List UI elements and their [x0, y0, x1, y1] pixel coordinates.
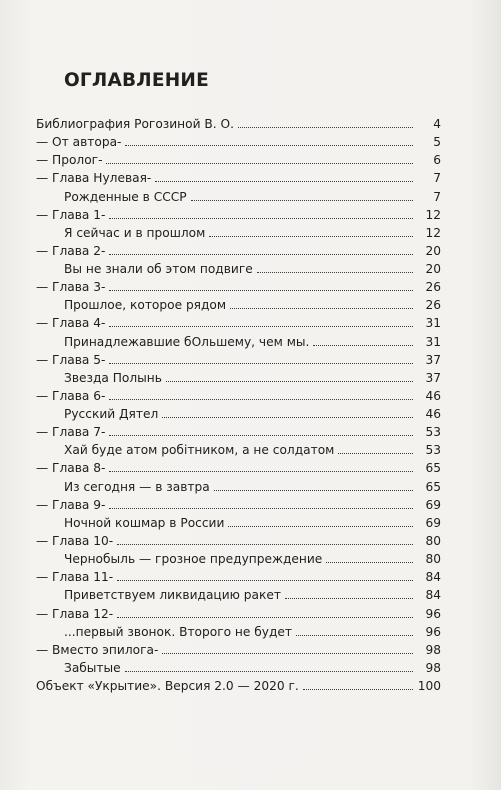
- toc-entry: [36, 313, 441, 331]
- toc-entry-title: — Глава 10-: [36, 533, 114, 548]
- toc-entry-title: — От автора-: [36, 135, 122, 150]
- dot-leader: [109, 471, 413, 472]
- dot-leader: [109, 435, 413, 436]
- toc-entry: [64, 404, 441, 422]
- page-title: ОГЛАВЛЕНИЕ: [64, 70, 209, 91]
- toc-entry-title: Приветствуем ликвидацию ракет: [64, 588, 281, 603]
- dot-leader: [125, 671, 413, 672]
- dot-leader: [238, 127, 413, 128]
- toc-entry-title: Чернобыль — грозное предупреждение: [64, 552, 323, 567]
- toc-entry-page: 84: [425, 588, 441, 603]
- toc-entry-title: — Глава 2-: [36, 243, 106, 258]
- toc-entry-title: Объект «Укрытие». Версия 2.0 — 2020 г.: [36, 679, 299, 694]
- toc-entry-title: Забытые: [64, 660, 121, 675]
- dot-leader: [162, 417, 413, 418]
- toc-entry-page: 96: [425, 606, 441, 621]
- toc-entry-page: 98: [425, 660, 441, 675]
- toc-entry-title: Библиография Рогозиной В. О.: [36, 117, 234, 131]
- toc-entry-title: — Глава Нулевая-: [36, 171, 152, 186]
- toc-entry-page: 31: [425, 334, 441, 349]
- toc-entry: [64, 440, 441, 458]
- toc-entry-title: Принадлежавшие бОльшему, чем мы.: [64, 334, 310, 349]
- dot-leader: [228, 526, 413, 527]
- dot-leader: [109, 508, 413, 509]
- toc-entry-page: 96: [425, 624, 441, 639]
- toc-entry-title: Рожденные в СССР: [64, 189, 187, 204]
- dot-leader: [117, 617, 413, 618]
- toc-entry: [36, 241, 441, 259]
- toc-entry-page: 46: [425, 407, 441, 422]
- dot-leader: [155, 181, 413, 182]
- toc-entry-page: 37: [425, 370, 441, 385]
- toc-entry: [64, 477, 441, 495]
- toc-entry: [36, 205, 441, 223]
- toc-entry-page: 5: [433, 135, 441, 150]
- toc-entry-title: — Пролог-: [36, 153, 103, 168]
- dot-leader: [166, 381, 413, 382]
- dot-leader: [313, 345, 413, 346]
- toc-entry: [36, 422, 441, 440]
- toc-entry: [36, 567, 441, 585]
- toc-entry: [64, 223, 441, 241]
- toc-entry: [64, 658, 441, 676]
- dot-leader: [109, 254, 413, 255]
- toc-entry-title: — Глава 1-: [36, 207, 106, 222]
- toc-entry-page: 7: [433, 171, 441, 186]
- toc-entry-page: 80: [425, 533, 441, 548]
- dot-leader: [109, 326, 413, 327]
- toc-entry-page: 12: [425, 207, 441, 222]
- dot-leader: [296, 635, 413, 636]
- toc-entry-page: 12: [425, 225, 441, 240]
- dot-leader: [257, 272, 413, 273]
- toc-entry: [64, 187, 441, 205]
- toc-entry-title: — Вместо эпилога-: [36, 642, 159, 657]
- dot-leader: [191, 200, 413, 201]
- toc-entry-page: 100: [417, 679, 441, 694]
- dot-leader: [117, 580, 413, 581]
- dot-leader: [109, 218, 413, 219]
- toc-entry-title: Я сейчас и в прошлом: [64, 225, 206, 240]
- toc-entry-title: — Глава 6-: [36, 388, 106, 403]
- toc-entry: [64, 549, 441, 567]
- dot-leader: [109, 290, 413, 291]
- toc-entry-page: 98: [425, 642, 441, 657]
- toc-entry: [36, 168, 441, 186]
- toc-entry: [36, 350, 441, 368]
- toc-entry-page: 46: [425, 388, 441, 403]
- toc-entry-title: — Глава 7-: [36, 425, 106, 440]
- toc-entry: [64, 513, 441, 531]
- toc-entry: [64, 259, 441, 277]
- toc-entry-page: 4: [433, 117, 441, 131]
- toc-entry-page: 6: [433, 153, 441, 168]
- toc-entry: [64, 368, 441, 386]
- toc-entry-title: — Глава 8-: [36, 461, 106, 476]
- toc-entry-page: 69: [425, 515, 441, 530]
- toc-entry-title: Русский Дятел: [64, 407, 159, 422]
- toc-entry-page: 31: [425, 316, 441, 331]
- toc-entry: [36, 531, 441, 549]
- toc-entry-title: Ночной кошмар в России: [64, 515, 225, 530]
- dot-leader: [162, 653, 413, 654]
- dot-leader: [109, 363, 413, 364]
- toc-entry: [36, 604, 441, 622]
- toc-entry-page: 65: [425, 479, 441, 494]
- toc-entry: [64, 585, 441, 603]
- toc-entry: [36, 495, 441, 513]
- toc-entry-title: Прошлое, которое рядом: [64, 298, 227, 313]
- toc-entry: [36, 132, 441, 150]
- toc-entry-title: — Глава 4-: [36, 316, 106, 331]
- toc-entry: [36, 676, 441, 694]
- dot-leader: [214, 490, 413, 491]
- toc-entry-page: 26: [425, 298, 441, 313]
- toc-entry: [36, 386, 441, 404]
- dot-leader: [106, 163, 413, 164]
- toc-entry-page: 53: [425, 425, 441, 440]
- toc-entry-page: 20: [425, 243, 441, 258]
- toc-entry-page: 80: [425, 552, 441, 567]
- toc-entry-page: 7: [433, 189, 441, 204]
- toc-entry-page: 65: [425, 461, 441, 476]
- toc-entry: [36, 114, 441, 132]
- toc-entry-title: Звезда Полынь: [64, 370, 162, 385]
- toc-entry-page: 20: [425, 262, 441, 277]
- toc-entry-title: — Глава 12-: [36, 606, 114, 621]
- toc-entry: [64, 295, 441, 313]
- toc-entry-title: — Глава 3-: [36, 280, 106, 295]
- toc-entry: [64, 622, 441, 640]
- toc-entry: [36, 150, 441, 168]
- toc-entry: [36, 640, 441, 658]
- toc-entry-title: — Глава 9-: [36, 497, 106, 512]
- toc-entry-title: — Глава 11-: [36, 570, 114, 585]
- toc-entry-title: ...первый звонок. Второго не будет: [64, 624, 293, 639]
- toc-entry: [36, 277, 441, 295]
- dot-leader: [125, 145, 413, 146]
- toc-entry-title: Хай буде атом робiтником, а не солдатом: [64, 443, 335, 458]
- dot-leader: [285, 598, 413, 599]
- dot-leader: [209, 236, 413, 237]
- toc-entry-title: Вы не знали об этом подвиге: [64, 262, 253, 277]
- toc-entry-page: 69: [425, 497, 441, 512]
- toc-entry-title: Из сегодня — в завтра: [64, 479, 210, 494]
- toc-entry-page: 26: [425, 280, 441, 295]
- dot-leader: [230, 308, 413, 309]
- dot-leader: [117, 544, 413, 545]
- toc-entry: [64, 332, 441, 350]
- dot-leader: [109, 399, 413, 400]
- toc-entry-page: 84: [425, 570, 441, 585]
- toc-entry: [36, 458, 441, 476]
- toc-entry-page: 37: [425, 352, 441, 367]
- toc-entry-page: 53: [425, 443, 441, 458]
- toc-entry-title: — Глава 5-: [36, 352, 106, 367]
- dot-leader: [338, 453, 413, 454]
- dot-leader: [326, 562, 413, 563]
- dot-leader: [303, 689, 413, 690]
